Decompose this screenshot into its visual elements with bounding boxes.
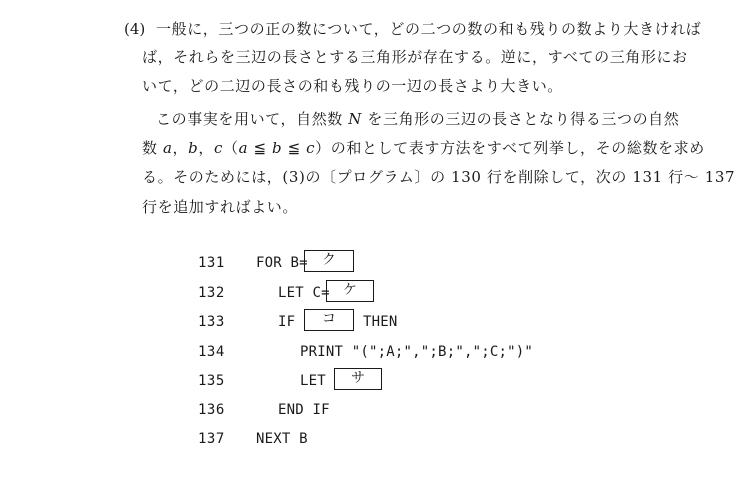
answer-blank-ku: ク [304, 250, 354, 272]
answer-blank-sa: サ [334, 368, 382, 390]
line-number: 135 [198, 373, 225, 389]
code-text: FOR B= [256, 255, 308, 271]
code-text: THEN [363, 314, 398, 330]
code-line-136 [0, 397, 744, 423]
code-text: LET [300, 373, 326, 389]
code-text: NEXT B [256, 431, 308, 447]
code-text: IF [278, 314, 296, 330]
answer-blank-ko: コ [304, 309, 354, 331]
condition-b: b [272, 139, 283, 157]
paragraph1-line2: ば，それらを三辺の長さとする三角形が存在する。逆に，すべての三角形にお [142, 48, 688, 66]
condition-open: （ [222, 139, 239, 157]
paragraph2-line1-part1: この事実を用いて，自然数 [156, 110, 349, 128]
condition-a: a [238, 139, 249, 157]
variable-c: c [213, 139, 223, 157]
paragraph2-line2-part1: 数 [142, 139, 163, 157]
code-line-137 [0, 426, 744, 452]
line-number: 137 [198, 431, 225, 447]
code-text: PRINT "(";A;",";B;",";C;")" [300, 344, 533, 360]
line-number: 131 [198, 255, 225, 271]
code-line-134 [0, 339, 744, 365]
line-number: 134 [198, 344, 225, 360]
answer-blank-ke: ケ [326, 280, 374, 302]
separator: ， [172, 139, 189, 157]
code-line-135 [0, 368, 744, 394]
paragraph2-line1 [156, 109, 679, 129]
code-line-133 [0, 309, 744, 335]
condition-le: ≦ [282, 139, 307, 157]
paragraph2-line3: る。そのためには，(3)の〔プログラム〕の 130 行を削除して，次の 131 行～ 137 [142, 168, 736, 186]
paragraph2-line2 [142, 138, 705, 158]
condition-c: c [306, 139, 316, 157]
paragraph2-line1-part2: を三角形の三辺の長さとなり得る三つの自然 [362, 110, 680, 128]
code-text: LET C= [278, 285, 330, 301]
code-line-131 [0, 250, 744, 276]
code-line-132 [0, 280, 744, 306]
paragraph2-line4: 行を追加すればよい。 [142, 198, 299, 216]
paragraph1-line1: 一般に，三つの正の数について，どの二つの数の和も残りの数より大きければ [156, 20, 702, 38]
variable-b: b [188, 139, 199, 157]
paragraph1-line3: いて，どの二辺の長さの和も残りの一辺の長さより大きい。 [142, 77, 563, 95]
variable-n: N [348, 110, 363, 128]
line-number: 133 [198, 314, 225, 330]
paragraph2-line2-part2: ）の和として表す方法をすべて列挙し，その総数を求め [315, 139, 705, 157]
variable-a: a [162, 139, 173, 157]
separator: ， [198, 139, 214, 157]
code-text: END IF [278, 402, 330, 418]
line-number: 136 [198, 402, 225, 418]
condition-le: ≦ [248, 139, 273, 157]
line-number: 132 [198, 285, 225, 301]
problem-number: (4) [124, 20, 146, 38]
